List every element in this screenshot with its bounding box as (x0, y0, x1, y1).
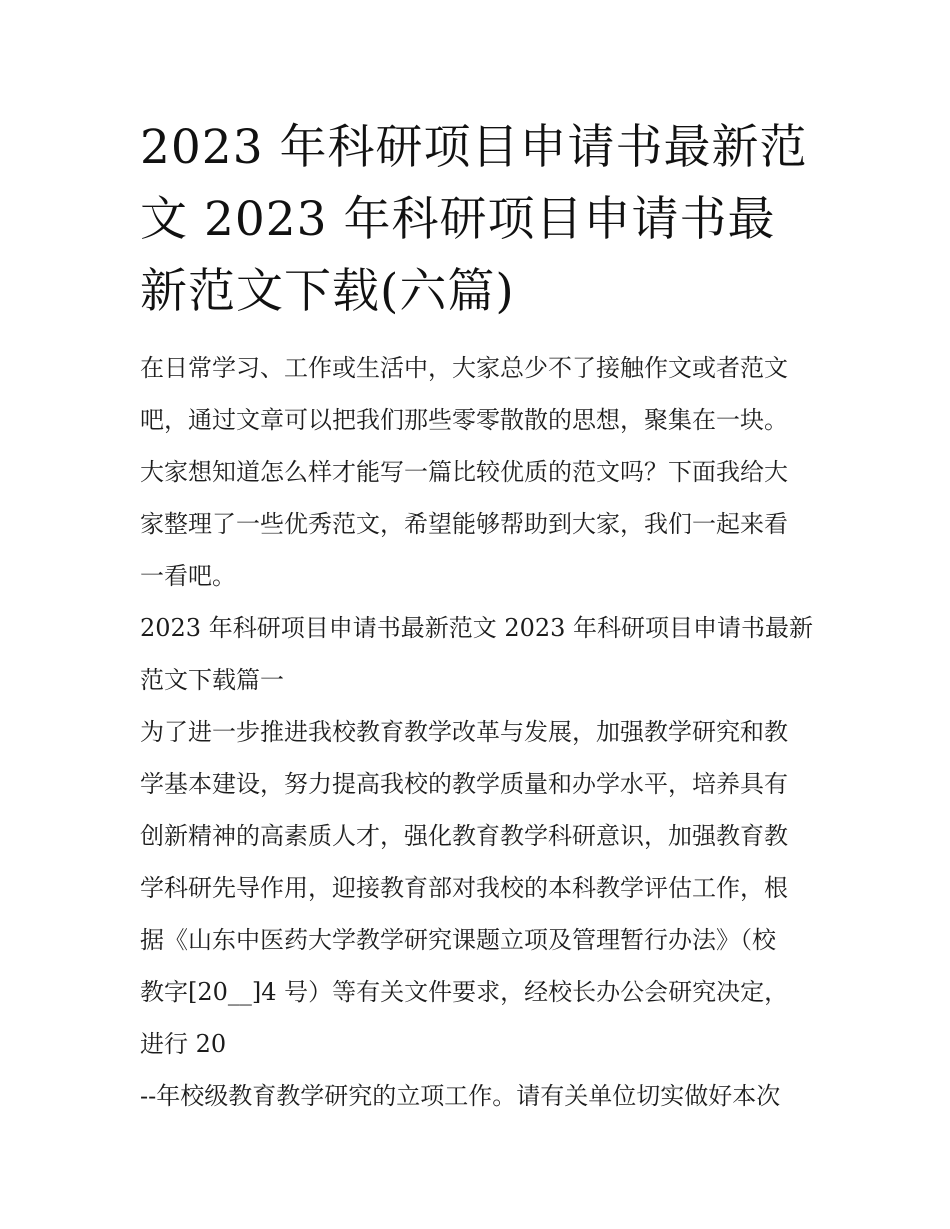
body-line: 进行 20 (140, 1030, 227, 1058)
document-title (140, 112, 820, 328)
body-line: 在日常学习、工作或生活中，大家总少不了接触作文或者范文 (140, 354, 788, 382)
title-line-1: 2023 年科研项目申请书最新范 (140, 120, 808, 175)
body-line: 创新精神的高素质人才，强化教育教学科研意识，加强教育教 (140, 822, 788, 850)
body-line: 一看吧。 (140, 562, 236, 590)
title-line-2: 文 2023 年科研项目申请书最 (140, 192, 776, 247)
document-body (140, 342, 820, 1122)
body-line: 家整理了一些优秀范文，希望能够帮助到大家，我们一起来看 (140, 510, 788, 538)
body-line: 大家想知道怎么样才能写一篇比较优质的范文吗？下面我给大 (140, 458, 788, 486)
body-line: 学基本建设，努力提高我校的教学质量和办学水平，培养具有 (140, 770, 788, 798)
body-line: 学科研先导作用，迎接教育部对我校的本科教学评估工作，根 (140, 874, 788, 902)
section-heading-line: 范文下载篇一 (140, 666, 284, 694)
body-line: 教字[20__]4 号）等有关文件要求，经校长办公会研究决定， (140, 978, 789, 1006)
document-content (140, 112, 820, 1122)
body-line: 据《山东中医药大学教学研究课题立项及管理暂行办法》（校 (140, 926, 776, 954)
title-line-3: 新范文下载(六篇) (140, 264, 515, 319)
section-heading-line: 2023 年科研项目申请书最新范文 2023 年科研项目申请书最新 (140, 614, 814, 642)
body-line: 吧，通过文章可以把我们那些零零散散的思想，聚集在一块。 (140, 406, 788, 434)
body-line: --年校级教育教学研究的立项工作。请有关单位切实做好本次 (140, 1082, 781, 1110)
body-line: 为了进一步推进我校教育教学改革与发展，加强教学研究和教 (140, 718, 788, 746)
